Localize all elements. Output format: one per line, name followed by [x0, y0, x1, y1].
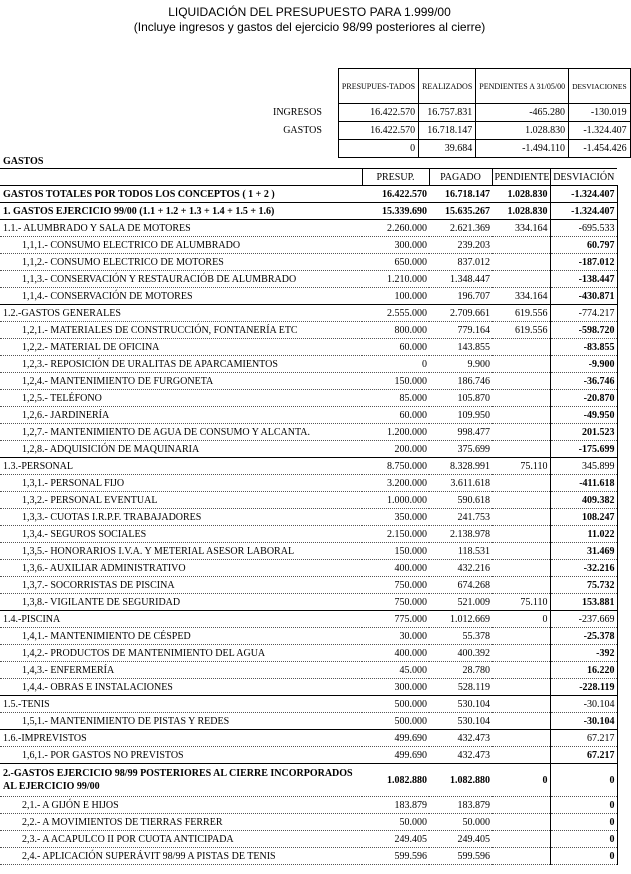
- summary-header-pendientes: PENDIENTES A 31/05/00: [476, 69, 569, 104]
- row-presup: 500.000: [362, 696, 429, 713]
- table-row: [0, 696, 617, 713]
- summary-row: [270, 122, 630, 140]
- row-pagado: 183.879: [429, 797, 492, 814]
- row-desviacion: 153.881: [550, 594, 617, 611]
- row-pagado: 186.746: [429, 373, 492, 390]
- row-pagado: 9.900: [429, 356, 492, 373]
- row-presup: 599.596: [362, 848, 429, 865]
- table-row: [0, 526, 617, 543]
- row-pendiente: 0: [492, 764, 550, 797]
- row-desviacion: -411.618: [550, 475, 617, 492]
- row-presup: 85.000: [362, 390, 429, 407]
- row-pendiente: [492, 441, 550, 458]
- table-row: [0, 560, 617, 577]
- row-label: 1,2,4.- MANTENIMIENTO DE FURGONETA: [0, 373, 362, 390]
- row-pendiente: [492, 356, 550, 373]
- row-pendiente: [492, 407, 550, 424]
- row-pendiente: [492, 560, 550, 577]
- table-row: [0, 322, 617, 339]
- row-label: 1,4,3.- ENFERMERÍA: [0, 662, 362, 679]
- row-label: 2,1.- A GIJÓN E HIJOS: [0, 797, 362, 814]
- row-presup: 300.000: [362, 237, 429, 254]
- summary-header-desviaciones: DESVIACIONES: [569, 69, 631, 104]
- summary-header-presupuestados: PRESUPUES-TADOS: [338, 69, 418, 104]
- row-desviacion: 0: [550, 797, 617, 814]
- row-pendiente: 619.556: [492, 322, 550, 339]
- row-desviacion: -25.378: [550, 628, 617, 645]
- row-presup: 1.082.880: [362, 764, 429, 797]
- row-label: 1,3,6.- AUXILIAR ADMINISTRATIVO: [0, 560, 362, 577]
- row-label: 1,6,1.- POR GASTOS NO PREVISTOS: [0, 747, 362, 764]
- row-presup: 150.000: [362, 373, 429, 390]
- summary-row-label: [270, 140, 338, 158]
- row-label: 1,2,3.- REPOSICIÓN DE URALITAS DE APARCAMIENTOS: [0, 356, 362, 373]
- row-label: 1,5,1.- MANTENIMIENTO DE PISTAS Y REDES: [0, 713, 362, 730]
- row-desviacion: 409.382: [550, 492, 617, 509]
- row-label: 1,2,5.- TELÉFONO: [0, 390, 362, 407]
- row-label: 1,4,1.- MANTENIMIENTO DE CÉSPED: [0, 628, 362, 645]
- row-pagado: 779.164: [429, 322, 492, 339]
- row-desviacion: 31.469: [550, 543, 617, 560]
- row-pagado: 143.855: [429, 339, 492, 356]
- row-desviacion: -32.216: [550, 560, 617, 577]
- row-presup: 30.000: [362, 628, 429, 645]
- row-pendiente: [492, 475, 550, 492]
- row-label: 1.1.- ALUMBRADO Y SALA DE MOTORES: [0, 220, 362, 237]
- table-row: [0, 220, 617, 237]
- row-pagado: 3.611.618: [429, 475, 492, 492]
- row-pendiente: [492, 271, 550, 288]
- summary-cell: -465.280: [476, 104, 569, 122]
- table-row: [0, 679, 617, 696]
- header-pagado: PAGADO: [429, 169, 492, 186]
- row-pendiente: [492, 509, 550, 526]
- row-pendiente: [492, 577, 550, 594]
- row-desviacion: 11.022: [550, 526, 617, 543]
- row-pagado: 998.477: [429, 424, 492, 441]
- table-row: [0, 797, 617, 814]
- table-row: [0, 509, 617, 526]
- row-label: 1,3,7.- SOCORRISTAS DE PISCINA: [0, 577, 362, 594]
- summary-table: [270, 68, 631, 158]
- summary-cell: -1.454.426: [569, 140, 631, 158]
- header-pendiente: PENDIENTE: [492, 169, 550, 186]
- row-pagado: 837.012: [429, 254, 492, 271]
- row-desviacion: -1.324.407: [550, 186, 617, 203]
- row-pagado: 15.635.267: [429, 203, 492, 220]
- table-row: [0, 848, 617, 865]
- table-row: [0, 764, 617, 797]
- row-desviacion: 67.217: [550, 747, 617, 764]
- row-pendiente: [492, 339, 550, 356]
- table-row: [0, 424, 617, 441]
- row-pendiente: [492, 628, 550, 645]
- row-presup: 750.000: [362, 594, 429, 611]
- row-pagado: 674.268: [429, 577, 492, 594]
- row-presup: 16.422.570: [362, 186, 429, 203]
- row-desviacion: -695.533: [550, 220, 617, 237]
- row-pagado: 528.119: [429, 679, 492, 696]
- row-pendiente: 0: [492, 611, 550, 628]
- row-pagado: 28.780: [429, 662, 492, 679]
- row-desviacion: -175.699: [550, 441, 617, 458]
- row-pagado: 1.348.447: [429, 271, 492, 288]
- row-label: 2,4.- APLICACIÓN SUPERÁVIT 98/99 A PISTAS DE TENIS: [0, 848, 362, 865]
- row-presup: 500.000: [362, 713, 429, 730]
- row-desviacion: 345.899: [550, 458, 617, 475]
- table-row: [0, 492, 617, 509]
- row-label: 1.4.-PISCINA: [0, 611, 362, 628]
- row-pagado: 16.718.147: [429, 186, 492, 203]
- table-row: [0, 577, 617, 594]
- summary-cell: -130.019: [569, 104, 631, 122]
- summary-cell: 16.718.147: [419, 122, 476, 140]
- row-pendiente: [492, 679, 550, 696]
- row-label: 1,4,2.- PRODUCTOS DE MANTENIMIENTO DEL AGUA: [0, 645, 362, 662]
- table-row: [0, 339, 617, 356]
- row-desviacion: -187.012: [550, 254, 617, 271]
- row-desviacion: -36.746: [550, 373, 617, 390]
- row-presup: 3.200.000: [362, 475, 429, 492]
- row-desviacion: -30.104: [550, 696, 617, 713]
- row-pendiente: 334.164: [492, 288, 550, 305]
- table-row: [0, 254, 617, 271]
- row-pagado: 2.138.978: [429, 526, 492, 543]
- table-row: [0, 475, 617, 492]
- row-desviacion: -83.855: [550, 339, 617, 356]
- row-presup: 60.000: [362, 339, 429, 356]
- row-label: GASTOS TOTALES POR TODOS LOS CONCEPTOS ( 1 + 2 ): [0, 186, 362, 203]
- table-row: [0, 407, 617, 424]
- table-row: [0, 662, 617, 679]
- row-desviacion: -30.104: [550, 713, 617, 730]
- row-pagado: 521.009: [429, 594, 492, 611]
- row-label: 1.2.-GASTOS GENERALES: [0, 305, 362, 322]
- row-desviacion: 0: [550, 831, 617, 848]
- row-pendiente: [492, 747, 550, 764]
- row-presup: 249.405: [362, 831, 429, 848]
- row-label: 1,2,8.- ADQUISICIÓN DE MAQUINARIA: [0, 441, 362, 458]
- row-desviacion: 75.732: [550, 577, 617, 594]
- table-row: [0, 237, 617, 254]
- row-desviacion: -237.669: [550, 611, 617, 628]
- row-pendiente: [492, 831, 550, 848]
- row-pendiente: [492, 730, 550, 747]
- row-presup: 8.750.000: [362, 458, 429, 475]
- row-pagado: 599.596: [429, 848, 492, 865]
- row-label: 2,3.- A ACAPULCO II POR CUOTA ANTICIPADA: [0, 831, 362, 848]
- table-row: [0, 747, 617, 764]
- row-label: 1,3,3.- CUOTAS I.R.P.F. TRABAJADORES: [0, 509, 362, 526]
- summary-cell: -1.494.110: [476, 140, 569, 158]
- row-desviacion: 108.247: [550, 509, 617, 526]
- row-pagado: 241.753: [429, 509, 492, 526]
- row-presup: 100.000: [362, 288, 429, 305]
- summary-cell: -1.324.407: [569, 122, 631, 140]
- row-pagado: 55.378: [429, 628, 492, 645]
- row-desviacion: 0: [550, 814, 617, 831]
- row-presup: 400.000: [362, 645, 429, 662]
- table-row: [0, 543, 617, 560]
- row-label: 1,3,4.- SEGUROS SOCIALES: [0, 526, 362, 543]
- row-desviacion: -392: [550, 645, 617, 662]
- row-presup: 50.000: [362, 814, 429, 831]
- row-pagado: 1.082.880: [429, 764, 492, 797]
- row-desviacion: 16.220: [550, 662, 617, 679]
- row-pagado: 196.707: [429, 288, 492, 305]
- row-pagado: 118.531: [429, 543, 492, 560]
- table-row: [0, 730, 617, 747]
- table-row: [0, 441, 617, 458]
- row-pagado: 249.405: [429, 831, 492, 848]
- row-pendiente: [492, 696, 550, 713]
- row-pagado: 432.473: [429, 747, 492, 764]
- row-pagado: 590.618: [429, 492, 492, 509]
- page-subtitle: (Incluye ingresos y gastos del ejercicio 98/99 posteriores al cierre): [133, 20, 486, 34]
- row-desviacion: -774.217: [550, 305, 617, 322]
- table-row: [0, 611, 617, 628]
- row-presup: 15.339.690: [362, 203, 429, 220]
- row-desviacion: -138.447: [550, 271, 617, 288]
- row-presup: 800.000: [362, 322, 429, 339]
- row-pendiente: [492, 424, 550, 441]
- row-label: 1.5.-TENIS: [0, 696, 362, 713]
- summary-cell: 16.422.570: [338, 122, 418, 140]
- row-pagado: 375.699: [429, 441, 492, 458]
- table-row: [0, 814, 617, 831]
- row-presup: 499.690: [362, 747, 429, 764]
- row-label: 1.6.-IMPREVISTOS: [0, 730, 362, 747]
- row-presup: 0: [362, 356, 429, 373]
- row-label: 1,2,1.- MATERIALES DE CONSTRUCCIÓN, FONTANERÍA ETC: [0, 322, 362, 339]
- row-label: 1,2,6.- JARDINERÍA: [0, 407, 362, 424]
- row-pagado: 239.203: [429, 237, 492, 254]
- row-label: 1. GASTOS EJERCICIO 99/00 (1.1 + 1.2 + 1.3 + 1.4 + 1.5 + 1.6): [0, 203, 362, 220]
- row-presup: 750.000: [362, 577, 429, 594]
- row-pendiente: 75.110: [492, 458, 550, 475]
- row-pendiente: [492, 373, 550, 390]
- row-label: 1,2,7.- MANTENIMIENTO DE AGUA DE CONSUMO Y ALCANTA.: [0, 424, 362, 441]
- row-pagado: 105.870: [429, 390, 492, 407]
- gastos-table: [0, 168, 618, 865]
- row-pendiente: [492, 237, 550, 254]
- row-pagado: 2.621.369: [429, 220, 492, 237]
- summary-cell: 0: [338, 140, 418, 158]
- row-label: 2.-GASTOS EJERCICIO 98/99 POSTERIORES AL CIERRE INCORPORADOS AL EJERCICIO 99/00: [0, 764, 362, 797]
- row-desviacion: -1.324.407: [550, 203, 617, 220]
- row-presup: 150.000: [362, 543, 429, 560]
- row-presup: 400.000: [362, 560, 429, 577]
- row-label: 1,3,8.- VIGILANTE DE SEGURIDAD: [0, 594, 362, 611]
- row-label: 1,4,4.- OBRAS E INSTALACIONES: [0, 679, 362, 696]
- row-desviacion: 201.523: [550, 424, 617, 441]
- row-presup: 45.000: [362, 662, 429, 679]
- row-label: 1,1,4.- CONSERVACIÓN DE MOTORES: [0, 288, 362, 305]
- row-label: 1.3.-PERSONAL: [0, 458, 362, 475]
- gastos-header-row: [0, 169, 617, 186]
- header-presup: PRESUP.: [362, 169, 429, 186]
- row-pendiente: [492, 390, 550, 407]
- table-row: [0, 458, 617, 475]
- row-pagado: 400.392: [429, 645, 492, 662]
- table-row: [0, 356, 617, 373]
- row-desviacion: -9.900: [550, 356, 617, 373]
- row-desviacion: -430.871: [550, 288, 617, 305]
- row-presup: 2.150.000: [362, 526, 429, 543]
- row-label: 1,1,1.- CONSUMO ELECTRICO DE ALUMBRADO: [0, 237, 362, 254]
- row-pendiente: [492, 526, 550, 543]
- row-pendiente: [492, 848, 550, 865]
- row-desviacion: -228.119: [550, 679, 617, 696]
- row-presup: 2.260.000: [362, 220, 429, 237]
- row-label: 1,3,1.- PERSONAL FIJO: [0, 475, 362, 492]
- row-presup: 1.210.000: [362, 271, 429, 288]
- table-row: [0, 203, 617, 220]
- row-presup: 499.690: [362, 730, 429, 747]
- row-presup: 2.555.000: [362, 305, 429, 322]
- row-pendiente: [492, 662, 550, 679]
- summary-header-realizados: REALIZADOS: [419, 69, 476, 104]
- row-pagado: 432.473: [429, 730, 492, 747]
- table-row: [0, 831, 617, 848]
- table-row: [0, 271, 617, 288]
- row-desviacion: -49.950: [550, 407, 617, 424]
- row-pendiente: 334.164: [492, 220, 550, 237]
- row-pendiente: 1.028.830: [492, 203, 550, 220]
- row-pendiente: [492, 814, 550, 831]
- summary-row: [270, 104, 630, 122]
- summary-cell: 1.028.830: [476, 122, 569, 140]
- row-pendiente: 1.028.830: [492, 186, 550, 203]
- gastos-title: GASTOS: [3, 156, 44, 167]
- row-desviacion: 0: [550, 764, 617, 797]
- row-pagado: 530.104: [429, 696, 492, 713]
- row-label: 2,2.- A MOVIMIENTOS DE TIERRAS FERRER: [0, 814, 362, 831]
- summary-header-row: [270, 69, 630, 104]
- summary-row: [270, 140, 630, 158]
- table-row: [0, 594, 617, 611]
- row-pendiente: [492, 645, 550, 662]
- row-pagado: 432.216: [429, 560, 492, 577]
- table-row: [0, 186, 617, 203]
- row-presup: 200.000: [362, 441, 429, 458]
- row-label: 1,1,3.- CONSERVACIÓN Y RESTAURACIÓB DE ALUMBRADO: [0, 271, 362, 288]
- page-title: LIQUIDACIÓN DEL PRESUPUESTO PARA 1.999/00: [168, 5, 451, 19]
- row-pendiente: [492, 713, 550, 730]
- row-desviacion: -20.870: [550, 390, 617, 407]
- table-row: [0, 305, 617, 322]
- table-row: [0, 628, 617, 645]
- summary-cell: 39.684: [419, 140, 476, 158]
- row-pagado: 1.012.669: [429, 611, 492, 628]
- row-desviacion: 0: [550, 848, 617, 865]
- table-row: [0, 390, 617, 407]
- row-pendiente: 619.556: [492, 305, 550, 322]
- table-row: [0, 373, 617, 390]
- row-presup: 775.000: [362, 611, 429, 628]
- row-label: 1,3,5.- HONORARIOS I.V.A. Y METERIAL ASESOR LABORAL: [0, 543, 362, 560]
- row-presup: 300.000: [362, 679, 429, 696]
- row-pendiente: [492, 254, 550, 271]
- row-presup: 60.000: [362, 407, 429, 424]
- row-pendiente: [492, 543, 550, 560]
- row-pendiente: 75.110: [492, 594, 550, 611]
- row-presup: 1.000.000: [362, 492, 429, 509]
- summary-row-label: GASTOS: [283, 125, 322, 136]
- row-presup: 183.879: [362, 797, 429, 814]
- row-label: 1,1,2.- CONSUMO ELECTRICO DE MOTORES: [0, 254, 362, 271]
- row-presup: 350.000: [362, 509, 429, 526]
- row-desviacion: -598.720: [550, 322, 617, 339]
- header-desviacion: DESVIACIÓN: [550, 169, 617, 186]
- row-desviacion: 67.217: [550, 730, 617, 747]
- row-label: 1,3,2.- PERSONAL EVENTUAL: [0, 492, 362, 509]
- table-row: [0, 645, 617, 662]
- row-desviacion: 60.797: [550, 237, 617, 254]
- row-pagado: 530.104: [429, 713, 492, 730]
- table-row: [0, 713, 617, 730]
- table-row: [0, 288, 617, 305]
- row-label: 1,2,2.- MATERIAL DE OFICINA: [0, 339, 362, 356]
- summary-cell: 16.757.831: [419, 104, 476, 122]
- row-pagado: 50.000: [429, 814, 492, 831]
- row-pagado: 8.328.991: [429, 458, 492, 475]
- row-pagado: 109.950: [429, 407, 492, 424]
- summary-row-label: INGRESOS: [273, 107, 322, 118]
- row-pendiente: [492, 492, 550, 509]
- row-pagado: 2.709.661: [429, 305, 492, 322]
- row-presup: 1.200.000: [362, 424, 429, 441]
- row-pendiente: [492, 797, 550, 814]
- row-presup: 650.000: [362, 254, 429, 271]
- summary-cell: 16.422.570: [338, 104, 418, 122]
